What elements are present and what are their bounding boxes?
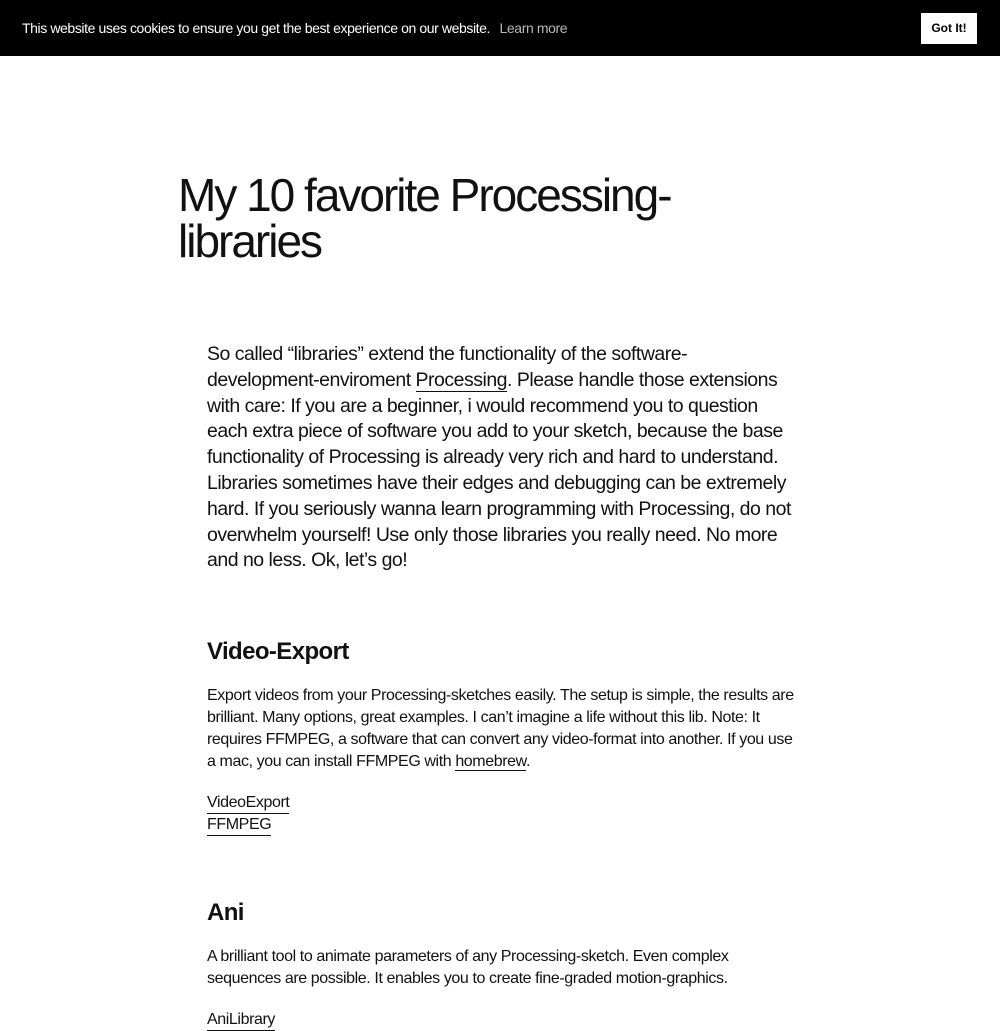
homebrew-link[interactable]: homebrew bbox=[455, 753, 526, 771]
section-ani bbox=[207, 899, 799, 1031]
intro-text-before-link: So called “libraries” extend the functionality of the software-development-enviroment bbox=[207, 343, 688, 391]
video-export-text-before-link: Export videos from your Processing-sketches easily. The setup is simple, the results are brilliant. Many options, great examples. I can’t imagine a life without this lib. Note: It requires FFMPEG, a software that can convert any video-format into another. If you use a mac, you can install FFMPEG with bbox=[207, 687, 794, 771]
cookie-message: This website uses cookies to ensure you get the best experience on our website. bbox=[22, 20, 491, 36]
ffmpeg-link[interactable]: FFMPEG bbox=[207, 815, 271, 836]
cookie-banner bbox=[0, 0, 1000, 56]
cookie-message-row bbox=[22, 19, 567, 37]
section-video-export bbox=[207, 638, 799, 836]
cookie-learn-more-link[interactable]: Learn more bbox=[499, 20, 568, 36]
processing-link[interactable]: Processing bbox=[415, 368, 508, 391]
intro-paragraph bbox=[207, 342, 799, 574]
intro-text-after-link: . Please handle those extensions with care: If you are a beginner, i would recommend you to question each extra piece of software you add to your sketch, because the base functionality of Processing is already very rich and hard to understand. Libraries sometimes have their edges and debugging can be extremely hard. If you seriously wanna learn programming with Processing, do not overwhelm yourself! Use only those libraries you really need. No more and no less. Ok, let’s go! bbox=[207, 368, 791, 572]
cookie-accept-button[interactable]: Got It! bbox=[921, 13, 977, 44]
video-export-text-after-link: . bbox=[525, 753, 530, 771]
ani-links bbox=[207, 1009, 799, 1031]
section-description-ani: A brilliant tool to animate parameters of any Processing-sketch. Even complex sequences are possible. It enables you to create fine-graded motion-graphics. bbox=[207, 948, 729, 988]
article-body bbox=[207, 342, 799, 1031]
section-title-ani: Ani bbox=[207, 899, 244, 927]
videoexport-link[interactable]: VideoExport bbox=[207, 793, 289, 814]
section-description-video-export bbox=[207, 685, 799, 773]
section-title-video-export: Video-Export bbox=[207, 638, 349, 666]
video-export-links bbox=[207, 792, 799, 836]
page-title: My 10 favorite Processing-libraries bbox=[178, 169, 671, 267]
anilibrary-link[interactable]: AniLibrary bbox=[207, 1010, 275, 1031]
